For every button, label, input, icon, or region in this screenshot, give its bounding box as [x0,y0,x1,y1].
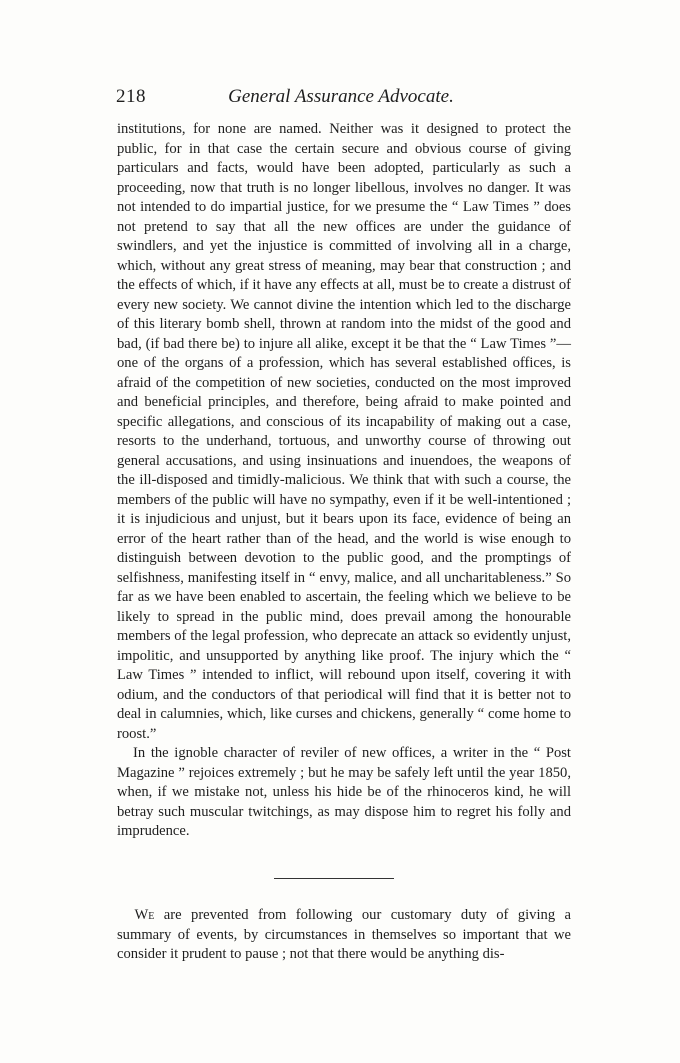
page-header [116,86,566,112]
paragraph-continued: institutions, for none are named. Neither was it designed to protect the public, for in that case the certain secure and obvious course of giving particulars and facts, would have been adopted, particularly as such a proceeding, now that truth is no longer libellous, involves no danger. It was not intended to do impartial justice, for we presume the “ Law Times ” does not pretend to say that all the new offices are under the guidance of swindlers, and yet the injustice is committed of involving all in a charge, which, without any great stress of meaning, may bear that construction ; and the effects of which, if it have any effects at all, must be to create a distrust of every new society. We cannot divine the intention which led to the discharge of this literary bomb shell, thrown at random into the midst of the good and bad, (if bad there be) to injure all alike, except it be that the “ Law Times ”—one of the organs of a profession, which has several established offices, is afraid of the competition of new societies, conducted on the most improved and beneficial principles, and therefore, being afraid to make pointed and specific allegations, and conscious of its incapability of making out a case, resorts to the underhand, tortuous, and unworthy course of throwing out general accusations, and using insinuations and inuendoes, the weapons of the ill-disposed and timidly-malicious. We think that with such a course, the members of the public will have no sympathy, even if it be well-intentioned ; it is injudicious and unjust, but it bears upon its face, evidence of being an error of the heart rather than of the head, and the world is wise enough to distinguish between devotion to the public good, and the promptings of selfishness, manifesting itself in “ envy, malice, and all uncharitableness.” So far as we have been enabled to ascertain, the feeling which we believe to be likely to spread in the public mind, does prevail among the honourable members of the legal profession, who deprecate an attack so evidently unjust, impolitic, and unsupported by anything like proof. The injury which the “ Law Times ” intended to inflict, will rebound upon itself, covering it with odium, and the conductors of that periodical will find that it is better not to deal in calumnies, which, like curses and chickens, generally “ come home to roost.” [117,121,571,742]
paragraph-post-magazine: In the ignoble character of reviler of new offices, a writer in the “ Post Magazine ” rejoices extremely ; but he may be safely left until the year 1850, when, if we mistake not, unless his hide be of the rhinoceros kind, he will betray such muscular twitchings, as may dispose him to regret his folly and imprudence. [117,745,571,839]
section-divider [274,878,394,879]
new-section-paragraph [117,906,571,965]
body-text [117,120,571,842]
section-lead-word: We [134,907,155,923]
section-text: are prevented from following our customary duty of giving a summary of events, by circumstances in themselves so important that we consider it prudent to pause ; not that there would be anything dis- [117,907,571,962]
running-title: General Assurance Advocate. [228,86,454,107]
page-number: 218 [116,86,146,107]
